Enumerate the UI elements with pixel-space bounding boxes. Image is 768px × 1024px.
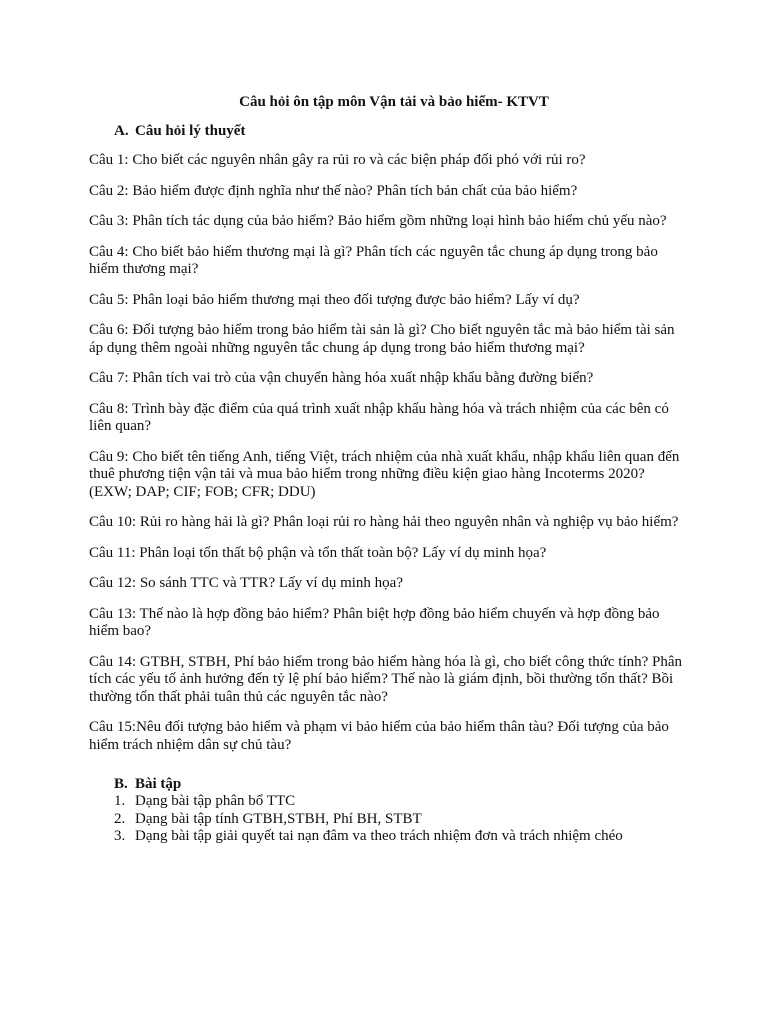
- list-item-number: 2.: [114, 810, 126, 827]
- section-a-heading: [114, 122, 689, 141]
- list-item-text: Dạng bài tập phân bổ TTC: [135, 793, 296, 809]
- question-list: [89, 152, 689, 754]
- section-b-title: Bài tập: [135, 776, 182, 792]
- section-a-marker: A.: [114, 123, 129, 139]
- section-b-heading: [114, 776, 689, 793]
- question-2: Câu 2: Bảo hiểm được định nghĩa như thế nào? Phân tích bản chất của bảo hiểm?: [89, 182, 578, 199]
- question-5: Câu 5: Phân loại bảo hiểm thương mại theo đối tượng được bảo hiểm? Lấy ví dụ?: [89, 291, 580, 308]
- section-b-marker: B.: [114, 776, 128, 792]
- list-item-number: 1.: [114, 793, 126, 809]
- exercise-list: [89, 793, 689, 846]
- question-6: Câu 6: Đối tượng bảo hiểm trong bảo hiểm tài sản là gì? Cho biết nguyên tắc mà bảo hiểm tài sản áp dụng thêm ngoài những nguyên tắc chung áp dụng trong bảo hiểm thương mại?: [89, 322, 675, 356]
- list-item: [114, 793, 689, 811]
- question-10: Câu 10: Rủi ro hàng hải là gì? Phân loại rủi ro hàng hải theo nguyên nhân và nghiệp vụ bảo hiểm?: [89, 514, 679, 530]
- question-3: Câu 3: Phân tích tác dụng của bảo hiểm? Bảo hiểm gồm những loại hình bảo hiểm chủ yếu nào?: [89, 213, 667, 229]
- document-title: Câu hỏi ôn tập môn Vận tải và bảo hiểm- KTVT: [239, 94, 549, 110]
- list-item: [114, 828, 689, 846]
- question-7: Câu 7: Phân tích vai trò của vận chuyển hàng hóa xuất nhập khẩu bằng đường biển?: [89, 370, 594, 386]
- document-page: [89, 93, 689, 846]
- list-item: [114, 811, 689, 829]
- question-11: Câu 11: Phân loại tổn thất bộ phận và tổn thất toàn bộ? Lấy ví dụ minh họa?: [89, 544, 547, 561]
- question-4: Câu 4: Cho biết bảo hiểm thương mại là gì? Phân tích các nguyên tắc chung áp dụng trong bảo hiểm thương mại?: [89, 243, 658, 277]
- question-15: Câu 15:Nêu đối tượng bảo hiểm và phạm vi bảo hiểm của bảo hiểm thân tàu? Đối tượng của bảo hiểm trách nhiệm dân sự chủ tàu?: [89, 719, 669, 753]
- list-item-number: 3.: [114, 828, 126, 844]
- question-13: Câu 13: Thế nào là hợp đồng bảo hiểm? Phân biệt hợp đồng bảo hiểm chuyến và hợp đồng bảo hiểm bao?: [89, 605, 660, 639]
- section-a-title: Câu hỏi lý thuyết: [135, 123, 246, 139]
- question-8: Câu 8: Trình bày đặc điểm của quá trình xuất nhập khẩu hàng hóa và trách nhiệm của các bên có liên quan?: [89, 400, 669, 434]
- question-9: Câu 9: Cho biết tên tiếng Anh, tiếng Việt, trách nhiệm của nhà xuất khẩu, nhập khẩu liên quan đến thuê phương tiện vận tải và mua bảo hiểm trong những điều kiện giao hàng Incoterms 2020? (EXW; DAP; CIF; FOB; CFR; DDU): [89, 448, 680, 500]
- question-12: Câu 12: So sánh TTC và TTR? Lấy ví dụ minh họa?: [89, 575, 403, 591]
- list-item-text: Dạng bài tập giải quyết tai nạn đâm va theo trách nhiệm đơn và trách nhiệm chéo: [135, 828, 623, 844]
- list-item-text: Dạng bài tập tính GTBH,STBH, Phí BH, STBT: [135, 810, 422, 827]
- question-1: Câu 1: Cho biết các nguyên nhân gây ra rủi ro và các biện pháp đối phó với rủi ro?: [89, 152, 586, 168]
- question-14: Câu 14: GTBH, STBH, Phí bảo hiểm trong bảo hiểm hàng hóa là gì, cho biết công thức tính? Phân tích các yếu tố ảnh hưởng đến tỷ lệ phí bảo hiểm? Thế nào là giám định, bồi thường tổn thất? Bồi thường tổn thất phải tuân thủ các nguyên tắc nào?: [89, 653, 683, 705]
